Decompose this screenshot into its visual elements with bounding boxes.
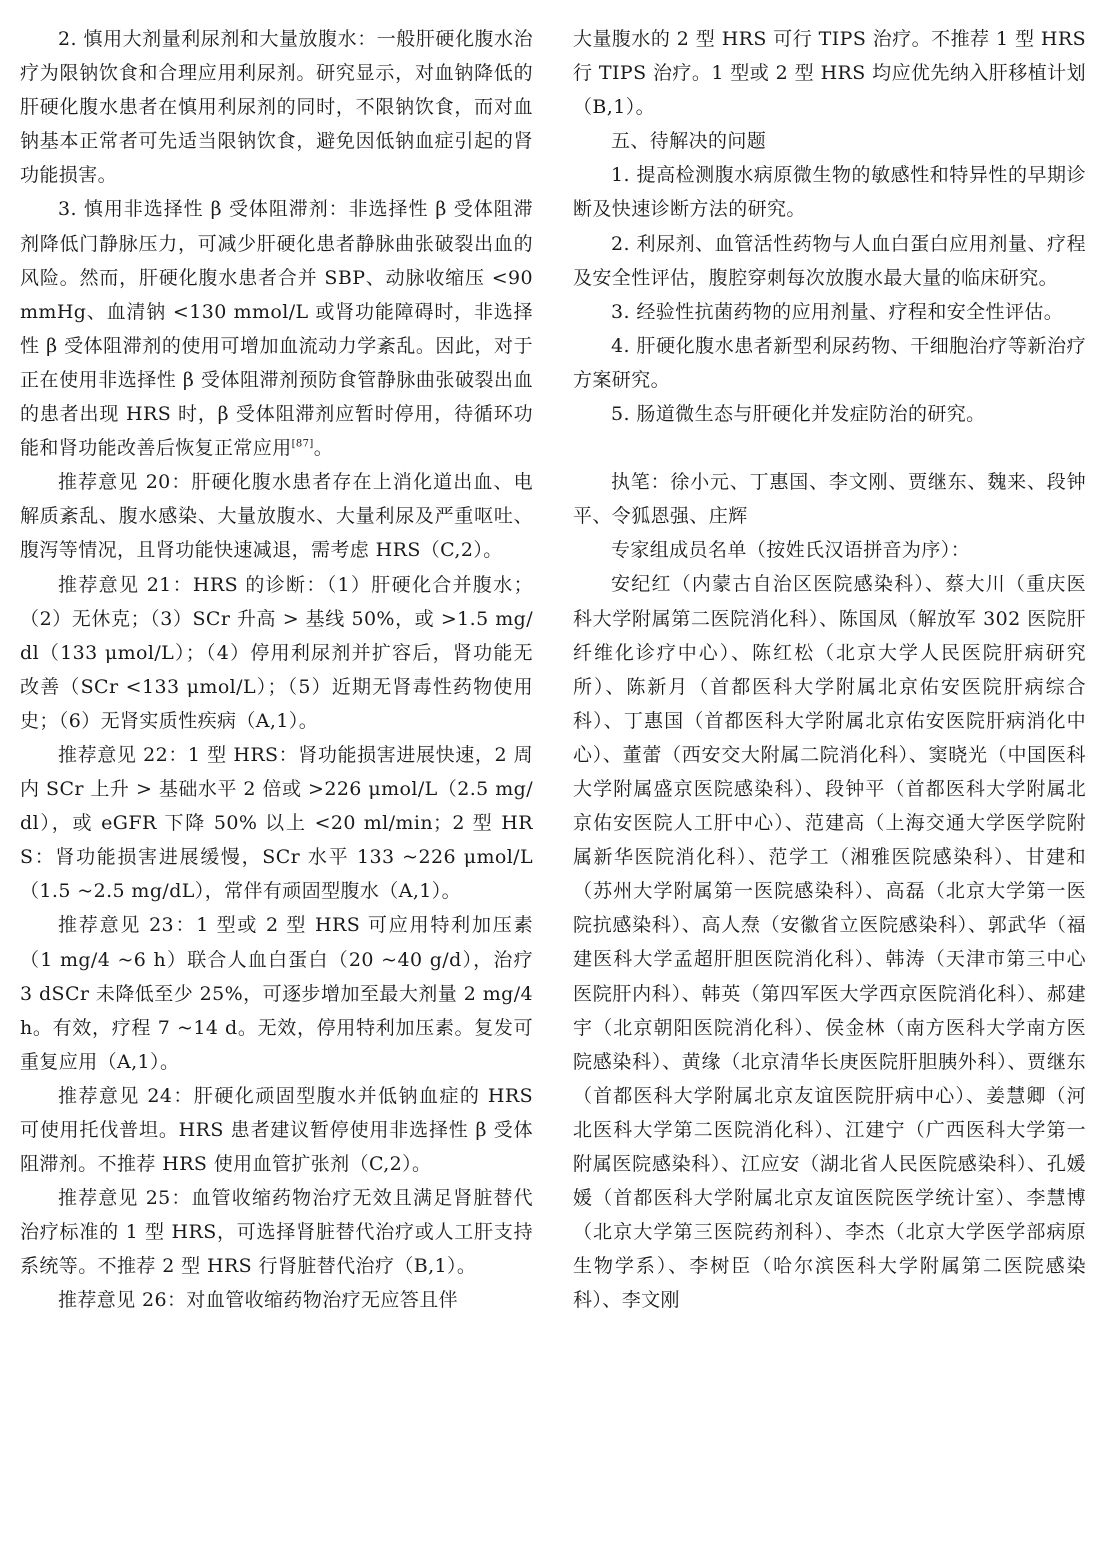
recommendation-21: 推荐意见 21：HRS 的诊断：（1）肝硬化合并腹水；（2）无休克；（3）SCr 升高 > 基线 50%，或 >1.5 mg/dl（133 μmol/L）；（4）停用利尿剂并扩容后，肾功能无改善（SCr <133 μmol/L）；（5）近期无肾毒性药物使用史；（6）无肾实质性疾病（A,1）。 bbox=[20, 573, 533, 732]
open-question-item: 5. 肠道微生态与肝硬化并发症防治的研究。 bbox=[611, 403, 986, 426]
recommendation-20: 推荐意见 20：肝硬化腹水患者存在上消化道出血、电解质紊乱、腹水感染、大量放腹水、大量利尿及严重呕吐、腹泻等情况，且肾功能快速减退，需考虑 HRS（C,2）。 bbox=[20, 471, 533, 562]
recommendation-25: 推荐意见 25：血管收缩药物治疗无效且满足肾脏替代治疗标准的 1 型 HRS，可选择肾脏替代治疗或人工肝支持系统等。不推荐 2 型 HRS 行肾脏替代治疗（B,1）。 bbox=[20, 1187, 533, 1278]
paragraph-diuretic-caution: 2. 慎用大剂量利尿剂和大量放腹水：一般肝硬化腹水治疗为限钠饮食和合理应用利尿剂。研究显示，对血钠降低的肝硬化腹水患者在慎用利尿剂的同时，不限钠饮食，而对血钠基本正常者可先适当限钠饮食，避免因低钠血症引起的肾功能损害。 bbox=[20, 28, 533, 187]
expert-list-heading: 专家组成员名单（按姓氏汉语拼音为序）： bbox=[611, 539, 971, 562]
open-question-item: 4. 肝硬化腹水患者新型利尿药物、干细胞治疗等新治疗方案研究。 bbox=[573, 334, 1086, 391]
paragraph-tail: 。 bbox=[313, 437, 334, 460]
recommendation-23: 推荐意见 23：1 型或 2 型 HRS 可应用特利加压素（1 mg/4 ~6 h）联合人血白蛋白（20 ~40 g/d），治疗 3 dSCr 未降低至少 25%，可逐步增加至最大剂量 2 mg/4 h。有效，疗程 7 ~14 d。无效，停用特利加压素。复发可重复应用（A,1）。 bbox=[20, 914, 533, 1073]
paragraph-text: 3. 慎用非选择性 β 受体阻滞剂：非选择性 β 受体阻滞剂降低门静脉压力，可减少肝硬化患者静脉曲张破裂出血的风险。然而，肝硬化腹水患者合并 SBP、动脉收缩压 <90 mmHg、血清钠 <130 mmol/L 或肾功能障碍时，非选择性 β 受体阻滞剂的使用可增加血流动力学紊乱。因此，对于正在使用非选择性 β 受体阻滞剂预防食管静脉曲张破裂出血的患者出现 HRS 时，β 受体阻滞剂应暂时停用，待循环功能和肾功能改善后恢复正常应用 bbox=[20, 198, 533, 460]
citation-ref: [87] bbox=[291, 438, 314, 450]
left-column bbox=[20, 22, 533, 1558]
recommendation-22: 推荐意见 22：1 型 HRS：肾功能损害进展快速，2 周内 SCr 上升 > 基础水平 2 倍或 >226 μmol/L（2.5 mg/dl），或 eGFR 下降 50% 以上 <20 ml/min；2 型 HRS：肾功能损害进展缓慢，SCr 水平 133 ~226 μmol/L（1.5 ~2.5 mg/dL），常伴有顽固型腹水（A,1）。 bbox=[20, 743, 533, 903]
authors-line: 执笔：徐小元、丁惠国、李文刚、贾继东、魏来、段钟平、令狐恩强、庄辉 bbox=[573, 471, 1086, 528]
recommendation-24: 推荐意见 24：肝硬化顽固型腹水并低钠血症的 HRS 可使用托伐普坦。HRS 患者建议暂停使用非选择性 β 受体阻滞剂。不推荐 HRS 使用血管扩张剂（C,2）。 bbox=[20, 1084, 533, 1176]
spacer bbox=[573, 431, 1086, 465]
open-question-item: 1. 提高检测腹水病原微生物的敏感性和特异性的早期诊断及快速诊断方法的研究。 bbox=[573, 164, 1086, 221]
section-heading-open-questions: 五、待解决的问题 bbox=[611, 130, 767, 153]
recommendation-26-start: 推荐意见 26：对血管收缩药物治疗无应答且伴 bbox=[58, 1289, 459, 1312]
open-question-item: 3. 经验性抗菌药物的应用剂量、疗程和安全性评估。 bbox=[611, 300, 1064, 323]
paragraph-beta-blocker-caution bbox=[20, 192, 533, 465]
recommendation-26-continuation: 大量腹水的 2 型 HRS 可行 TIPS 治疗。不推荐 1 型 HRS 行 TIPS 治疗。1 型或 2 型 HRS 均应优先纳入肝移植计划（B,1）。 bbox=[573, 28, 1086, 119]
open-question-item: 2. 利尿剂、血管活性药物与人血白蛋白应用剂量、疗程及安全性评估，腹腔穿刺每次放腹水最大量的临床研究。 bbox=[573, 232, 1086, 289]
right-column bbox=[573, 22, 1086, 1558]
expert-list: 安纪红（内蒙古自治区医院感染科）、蔡大川（重庆医科大学附属第二医院消化科）、陈国凤（解放军 302 医院肝纤维化诊疗中心）、陈红松（北京大学人民医院肝病研究所）、陈新月（首都医科大学附属北京佑安医院肝病综合科）、丁惠国（首都医科大学附属北京佑安医院肝病消化中心）、董蕾（西安交大附属二院消化科）、窦晓光（中国医科大学附属盛京医院感染科）、段钟平（首都医科大学附属北京佑安医院人工肝中心）、范建高（上海交通大学医学院附属新华医院消化科）、范学工（湘雅医院感染科）、甘建和（苏州大学附属第一医院感染科）、高磊（北京大学第一医院抗感染科）、高人焘（安徽省立医院感染科）、郭武华（福建医科大学孟超肝胆医院消化科）、韩涛（天津市第三中心医院肝内科）、韩英（第四军医大学西京医院消化科）、郝建宇（北京朝阳医院消化科）、侯金林（南方医科大学南方医院感染科）、黄缘（北京清华长庚医院肝胆胰外科）、贾继东（首都医科大学附属北京友谊医院肝病中心）、姜慧卿（河北医科大学第二医院消化科）、江建宁（广西医科大学第一附属医院感染科）、江应安（湖北省人民医院感染科）、孔媛媛（首都医科大学附属北京友谊医院医学统计室）、李慧博（北京大学第三医院药剂科）、李杰（北京大学医学部病原生物学系）、李树臣（哈尔滨医科大学附属第二医院感染科）、李文刚 bbox=[573, 573, 1086, 1312]
